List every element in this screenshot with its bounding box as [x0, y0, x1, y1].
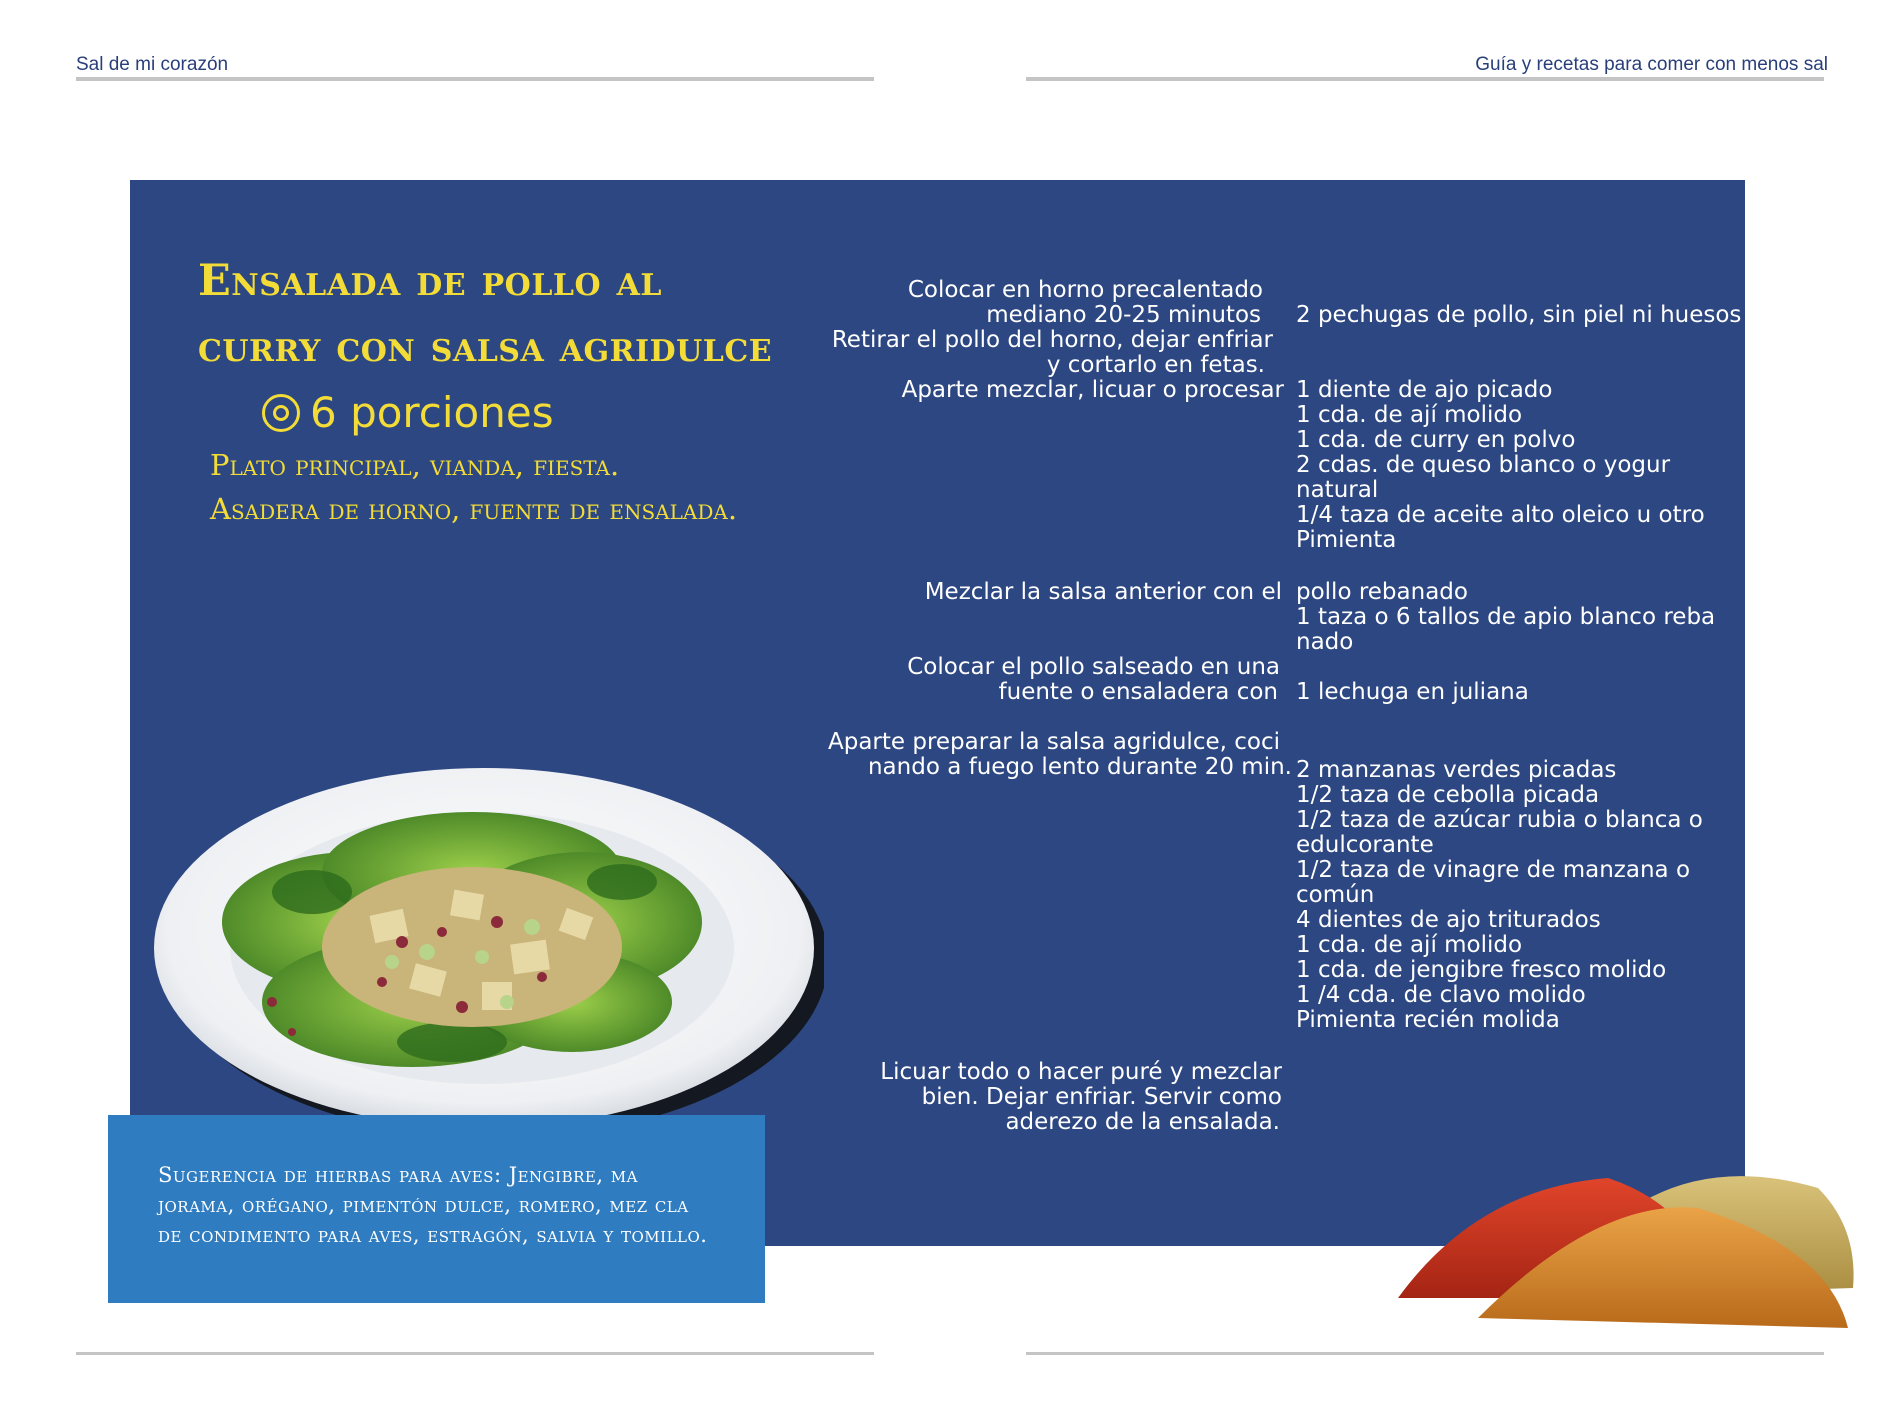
- instruction-line: bien. Dejar enfriar. Servir como: [921, 1084, 1282, 1110]
- bottom-left-divider: [76, 1352, 874, 1355]
- instruction-line: y cortarlo en fetas.: [1046, 352, 1265, 378]
- ingredient-item: Pimienta recién molida: [1296, 1007, 1560, 1033]
- header-right-title: Guía y recetas para comer con menos sal: [1475, 54, 1828, 75]
- ingredient-item: pollo rebanado: [1296, 579, 1468, 605]
- bottom-right-divider: [1026, 1352, 1824, 1355]
- servings-icon: [262, 394, 300, 432]
- servings: [262, 388, 554, 437]
- step-3-ingredients: [1296, 580, 1716, 655]
- ingredient-item: 2 cdas. de queso blanco o yogur: [1296, 452, 1671, 478]
- ingredient-item: 1 /4 cda. de clavo molido: [1296, 982, 1586, 1008]
- ingredient-item: 1/2 taza de cebolla picada: [1296, 782, 1600, 808]
- ingredient-item: 4 dientes de ajo triturados: [1296, 907, 1601, 933]
- ingredient-item: 1/2 taza de azúcar rubia o blanca o: [1296, 807, 1703, 833]
- instruction-line: aderezo de la ensalada.: [1005, 1109, 1280, 1135]
- top-right-divider: [1026, 77, 1824, 81]
- ingredient-item: común: [1296, 882, 1375, 908]
- instruction-line: mediano 20-25 minutos: [986, 302, 1261, 328]
- meal-type: Plato principal, vianda, fiesta.: [210, 448, 620, 482]
- salad-plate-photo: [152, 752, 824, 1144]
- top-left-divider: [76, 77, 874, 81]
- instruction-line: Licuar todo o hacer puré y mezclar: [880, 1059, 1282, 1085]
- ingredient-item: 1 cda. de jengibre fresco molido: [1296, 957, 1667, 983]
- recipe-title-line1: Ensalada de pollo al: [198, 256, 662, 306]
- ingredient-item: 1 lechuga en juliana: [1296, 679, 1529, 705]
- ingredient-item: 1 cda. de ají molido: [1296, 932, 1523, 958]
- recipe-title-line2: curry con salsa agridulce: [198, 322, 773, 372]
- ingredient-item: 1 taza o 6 tallos de apio blanco reba: [1296, 604, 1716, 630]
- instruction-line: Aparte preparar la salsa agridulce, coci: [827, 729, 1280, 755]
- ingredient-item: 1/4 taza de aceite alto oleico u otro: [1296, 502, 1705, 528]
- step-2-instruction: [902, 378, 1284, 403]
- step-5-ingredients: [1296, 758, 1716, 1033]
- instruction-line: Colocar el pollo salseado en una: [907, 654, 1280, 680]
- ingredient-item: 2 pechugas de pollo, sin piel ni huesos: [1296, 302, 1742, 328]
- ingredient-item: 1 diente de ajo picado: [1296, 377, 1553, 403]
- ingredient-item: Pimienta: [1296, 527, 1397, 553]
- ingredient-item: 1 cda. de curry en polvo: [1296, 427, 1576, 453]
- ingredient-item: edulcorante: [1296, 832, 1434, 858]
- instruction-line: Mezclar la salsa anterior con el: [924, 579, 1282, 605]
- step-3-instruction: [925, 580, 1282, 605]
- step-4-ingredients: [1296, 680, 1716, 705]
- step-1-ingredients: [1296, 302, 1742, 328]
- step-2-ingredients: [1296, 378, 1716, 553]
- servings-label: 6 porciones: [310, 388, 554, 437]
- utensils: Asadera de horno, fuente de ensalada.: [210, 492, 738, 526]
- step-5-instruction: [828, 730, 1292, 780]
- instruction-line: fuente o ensaladera con: [998, 679, 1278, 705]
- ingredient-item: 1 cda. de ají molido: [1296, 402, 1523, 428]
- step-6-instruction: [880, 1060, 1282, 1135]
- ingredient-item: 2 manzanas verdes picadas: [1296, 757, 1617, 783]
- recipe-title: [198, 248, 838, 380]
- instruction-line: Colocar en horno precalentado: [907, 277, 1263, 303]
- ingredient-item: nado: [1296, 629, 1354, 655]
- spice-piles-photo: [1398, 1148, 1858, 1338]
- instruction-line: nando a fuego lento durante 20 min.: [867, 754, 1292, 780]
- herb-tip-text: Sugerencia de hierbas para aves: Jengibre, ma jorama, orégano, pimentón dulce, romero, mez cla de condimento para aves, estragón, salvia y tomillo.: [158, 1163, 708, 1247]
- header-left-title: Sal de mi corazón: [76, 54, 229, 75]
- instruction-line: Aparte mezclar, licuar o procesar: [901, 377, 1284, 403]
- instruction-line: Retirar el pollo del horno, dejar enfriar: [831, 327, 1273, 353]
- ingredient-item: 1/2 taza de vinagre de manzana o: [1296, 857, 1691, 883]
- step-4-instruction: [907, 655, 1280, 705]
- step-1-instruction: [832, 278, 1277, 378]
- ingredient-item: natural: [1296, 477, 1379, 503]
